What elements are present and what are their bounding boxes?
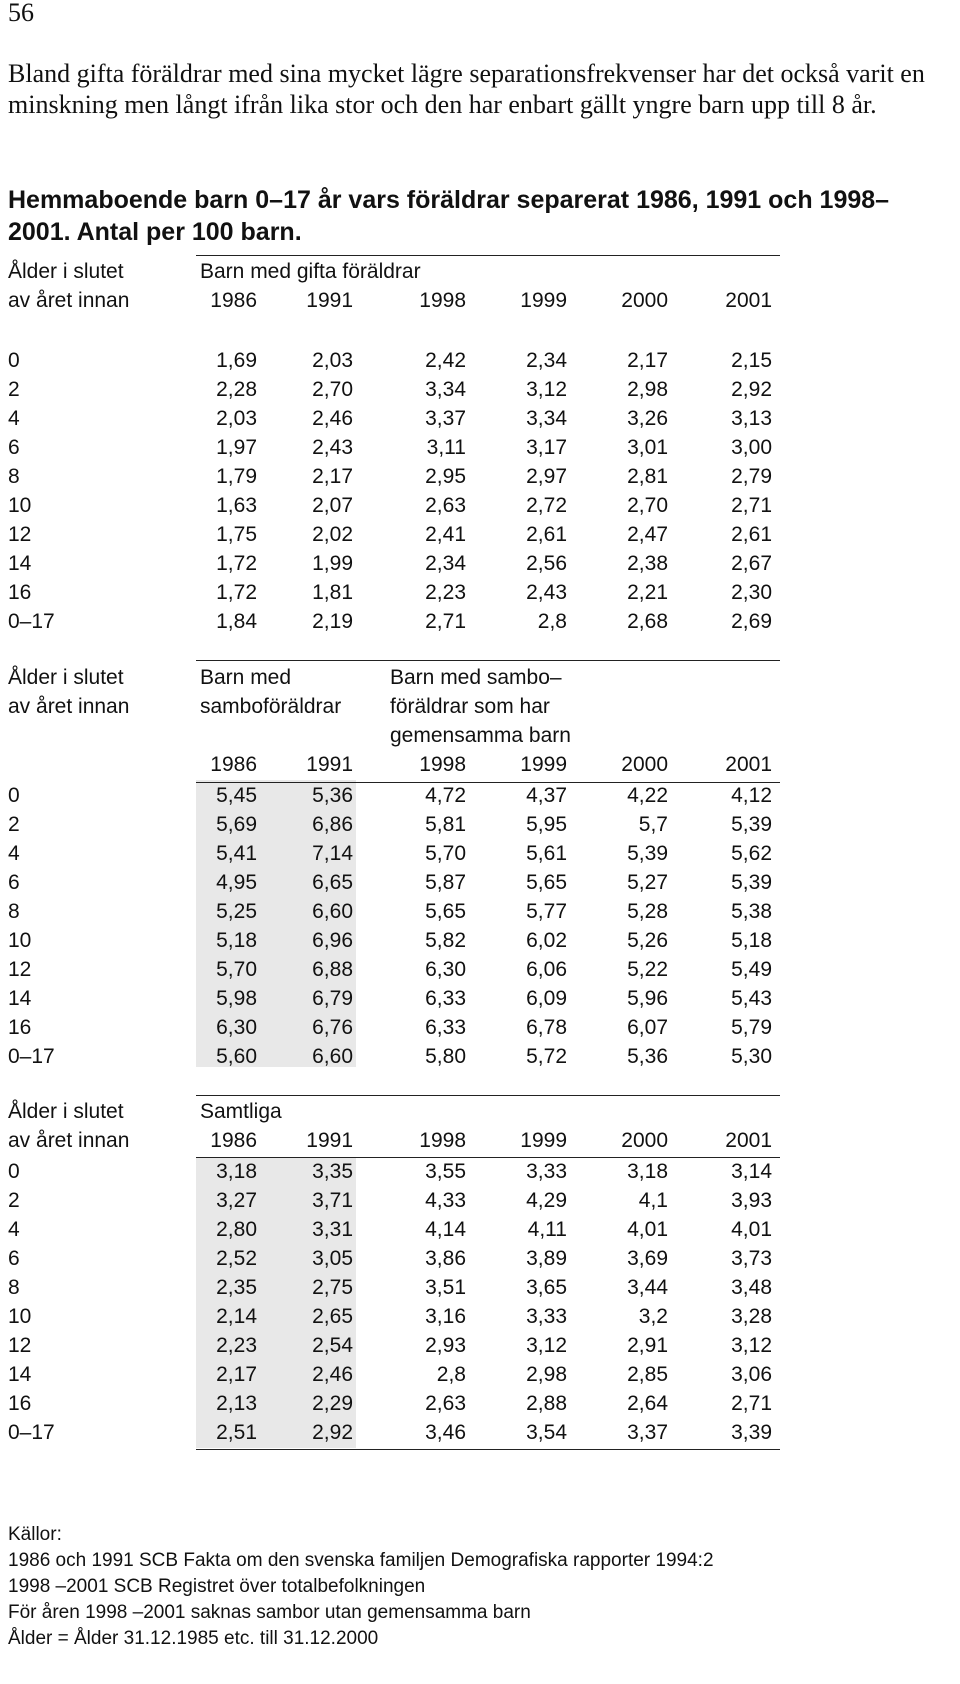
row-age: 8 [8, 465, 20, 488]
table-cell: 5,80 [425, 1045, 466, 1068]
row-age: 6 [8, 871, 20, 894]
row-age: 0 [8, 784, 20, 807]
table-cell: 3,65 [526, 1276, 567, 1299]
table-cell: 4,12 [731, 784, 772, 807]
table-cell: 1,75 [216, 523, 257, 546]
year-header: 1991 [306, 289, 353, 312]
table-cell: 5,26 [627, 929, 668, 952]
table-cell: 1,69 [216, 349, 257, 372]
table-cell: 2,61 [731, 523, 772, 546]
table-cell: 3,01 [627, 436, 668, 459]
table-cell: 4,33 [425, 1189, 466, 1212]
table-cell: 4,29 [526, 1189, 567, 1212]
table-cell: 4,72 [425, 784, 466, 807]
table-cell: 2,46 [312, 407, 353, 430]
row-age: 4 [8, 407, 20, 430]
age-label-line1: Ålder i slutet [8, 1100, 124, 1123]
table-cell: 5,28 [627, 900, 668, 923]
age-label-line2: av året innan [8, 695, 130, 718]
table-cell: 3,33 [526, 1305, 567, 1328]
table-cell: 4,11 [527, 1218, 567, 1241]
table-cell: 2,67 [731, 552, 772, 575]
table-cell: 3,44 [627, 1276, 668, 1299]
table-cell: 3,12 [731, 1334, 772, 1357]
table-cell: 2,98 [526, 1363, 567, 1386]
table-cell: 2,61 [526, 523, 567, 546]
table-cell: 5,30 [731, 1045, 772, 1068]
row-age: 12 [8, 958, 32, 981]
table-cell: 2,15 [731, 349, 772, 372]
row-age: 10 [8, 494, 32, 517]
table-cell: 5,77 [526, 900, 567, 923]
table-cell: 5,87 [425, 871, 466, 894]
table-cell: 6,78 [526, 1016, 567, 1039]
table-cell: 2,92 [731, 378, 772, 401]
table-cell: 3,12 [526, 378, 567, 401]
table-cell: 2,23 [425, 581, 466, 604]
table-bottom-rule [196, 1449, 780, 1450]
table-rule [196, 1095, 780, 1096]
table-cell: 3,51 [425, 1276, 466, 1299]
table-cell: 3,34 [526, 407, 567, 430]
year-header: 1986 [210, 289, 257, 312]
table-cell: 5,49 [731, 958, 772, 981]
row-age: 2 [8, 1189, 20, 1212]
table-heading: Hemmaboende barn 0–17 år vars föräldrar separerat 1986, 1991 och 1998–2001. Antal per 100 barn. [8, 186, 890, 246]
table-cell: 5,70 [216, 958, 257, 981]
year-header: 2001 [725, 1129, 772, 1152]
table-cell: 3,93 [731, 1189, 772, 1212]
table-cell: 2,8 [537, 610, 567, 633]
table-cell: 5,65 [425, 900, 466, 923]
table-cell: 6,79 [312, 987, 353, 1010]
table-cell: 5,82 [425, 929, 466, 952]
age-label-line2: av året innan [8, 1129, 130, 1152]
group-label-a-line1: Barn med [200, 666, 292, 689]
table-cell: 5,96 [627, 987, 668, 1010]
row-age: 12 [8, 1334, 32, 1357]
table-cell: 2,63 [425, 494, 466, 517]
group-label-a-line2: samboföräldrar [200, 695, 342, 718]
table-cell: 7,14 [312, 842, 353, 865]
row-age: 4 [8, 1218, 20, 1241]
table-cell: 2,19 [312, 610, 353, 633]
table-cell: 4,1 [638, 1189, 668, 1212]
row-age: 16 [8, 1392, 32, 1415]
table-cell: 3,39 [731, 1421, 772, 1444]
table-cell: 5,61 [526, 842, 567, 865]
row-age: 16 [8, 1016, 32, 1039]
table-cell: 3,86 [425, 1247, 466, 1270]
year-header: 2000 [621, 1129, 668, 1152]
table-cell: 5,27 [627, 871, 668, 894]
year-header: 1999 [520, 753, 567, 776]
age-label-line2: av året innan [8, 289, 130, 312]
table-cell: 2,85 [627, 1363, 668, 1386]
source-line: 1986 och 1991 SCB Fakta om den svenska familjen Demografiska rapporter 1994:2 [8, 1550, 714, 1571]
row-age: 0 [8, 349, 20, 372]
year-header: 2001 [725, 289, 772, 312]
table-cell: 3,46 [425, 1421, 466, 1444]
table-cell: 2,75 [312, 1276, 353, 1299]
table-cell: 1,84 [216, 610, 257, 633]
table-cell: 3,11 [426, 436, 466, 459]
table-cell: 3,35 [312, 1160, 353, 1183]
table-cell: 1,81 [312, 581, 353, 604]
table-cell: 3,17 [526, 436, 567, 459]
table-cell: 3,71 [312, 1189, 353, 1212]
table-cell: 4,14 [425, 1218, 466, 1241]
table-cell: 1,97 [216, 436, 257, 459]
year-header: 1998 [419, 289, 466, 312]
table-cell: 5,36 [312, 784, 353, 807]
table-cell: 6,30 [216, 1016, 257, 1039]
year-header: 1991 [306, 753, 353, 776]
table-cell: 3,05 [312, 1247, 353, 1270]
table-cell: 6,02 [526, 929, 567, 952]
table-cell: 2,43 [526, 581, 567, 604]
table-cell: 3,2 [638, 1305, 668, 1328]
table-cell: 4,01 [627, 1218, 668, 1241]
table-cell: 2,42 [425, 349, 466, 372]
table-cell: 6,30 [425, 958, 466, 981]
table-cell: 2,38 [627, 552, 668, 575]
table-cell: 2,91 [627, 1334, 668, 1357]
table-rule [196, 660, 780, 661]
table-cell: 2,41 [425, 523, 466, 546]
row-age: 2 [8, 813, 20, 836]
year-header: 1999 [520, 289, 567, 312]
row-age: 0 [8, 1160, 20, 1183]
age-label-line1: Ålder i slutet [8, 260, 124, 283]
table-cell: 5,39 [627, 842, 668, 865]
table-cell: 2,28 [216, 378, 257, 401]
table-cell: 6,07 [627, 1016, 668, 1039]
row-age: 8 [8, 1276, 20, 1299]
table-cell: 2,47 [627, 523, 668, 546]
table-cell: 2,92 [312, 1421, 353, 1444]
table-cell: 3,26 [627, 407, 668, 430]
table-cell: 6,86 [312, 813, 353, 836]
row-age: 2 [8, 378, 20, 401]
group-label-b-line2: föräldrar som har [390, 695, 550, 718]
intro-paragraph: Bland gifta föräldrar med sina mycket lägre separationsfrekvenser har det också varit en minskning men långt ifrån lika stor och den har enbart gällt yngre barn upp till 8 år. [8, 59, 925, 119]
row-age: 4 [8, 842, 20, 865]
table-cell: 2,46 [312, 1363, 353, 1386]
table-cell: 6,33 [425, 987, 466, 1010]
row-age: 14 [8, 987, 32, 1010]
table-cell: 4,01 [731, 1218, 772, 1241]
year-header: 2000 [621, 753, 668, 776]
table-cell: 5,39 [731, 871, 772, 894]
table-cell: 2,52 [216, 1247, 257, 1270]
table-cell: 1,72 [216, 581, 257, 604]
table-cell: 2,21 [627, 581, 668, 604]
table-cell: 5,41 [216, 842, 257, 865]
year-header: 1999 [520, 1129, 567, 1152]
table-cell: 2,70 [627, 494, 668, 517]
table-cell: 2,34 [425, 552, 466, 575]
row-age: 14 [8, 1363, 32, 1386]
table-cell: 6,06 [526, 958, 567, 981]
table-cell: 6,65 [312, 871, 353, 894]
table-cell: 2,51 [216, 1421, 257, 1444]
table-cell: 3,12 [526, 1334, 567, 1357]
sources-label: Källor: [8, 1524, 62, 1545]
table-cell: 2,65 [312, 1305, 353, 1328]
table-cell: 2,34 [526, 349, 567, 372]
table-cell: 3,16 [425, 1305, 466, 1328]
group-label: Barn med gifta föräldrar [200, 260, 421, 283]
table-cell: 2,03 [312, 349, 353, 372]
table-cell: 2,71 [731, 1392, 772, 1415]
table-cell: 3,89 [526, 1247, 567, 1270]
table-cell: 2,29 [312, 1392, 353, 1415]
table-rule [196, 255, 780, 256]
table-cell: 2,17 [627, 349, 668, 372]
table-cell: 5,45 [216, 784, 257, 807]
table-cell: 3,28 [731, 1305, 772, 1328]
year-header: 2000 [621, 289, 668, 312]
sources-block [8, 1522, 948, 1652]
table-cell: 6,96 [312, 929, 353, 952]
table-cell: 2,23 [216, 1334, 257, 1357]
table-cell: 6,60 [312, 1045, 353, 1068]
source-line: Ålder = Ålder 31.12.1985 etc. till 31.12.2000 [8, 1628, 379, 1649]
table-cell: 3,37 [627, 1421, 668, 1444]
table-cell: 6,33 [425, 1016, 466, 1039]
table-cell: 5,18 [216, 929, 257, 952]
table-cell: 2,56 [526, 552, 567, 575]
table-cell: 5,60 [216, 1045, 257, 1068]
table-cell: 3,27 [216, 1189, 257, 1212]
source-line: 1998 –2001 SCB Registret över totalbefolkningen [8, 1576, 426, 1597]
row-age: 0–17 [8, 1421, 55, 1444]
table-cell: 2,93 [425, 1334, 466, 1357]
table-cell: 5,22 [627, 958, 668, 981]
group-label: Samtliga [200, 1100, 282, 1123]
year-header: 1986 [210, 753, 257, 776]
table-cell: 2,68 [627, 610, 668, 633]
table-cell: 2,17 [216, 1363, 257, 1386]
table-cell: 2,30 [731, 581, 772, 604]
table-cell: 2,63 [425, 1392, 466, 1415]
table-cell: 3,13 [731, 407, 772, 430]
table-cell: 3,69 [627, 1247, 668, 1270]
year-header: 2001 [725, 753, 772, 776]
row-age: 12 [8, 523, 32, 546]
table-cell: 5,98 [216, 987, 257, 1010]
page-number: 56 [8, 0, 34, 27]
table-cell: 2,54 [312, 1334, 353, 1357]
table-cell: 5,36 [627, 1045, 668, 1068]
table-cell: 3,06 [731, 1363, 772, 1386]
table-cell: 2,79 [731, 465, 772, 488]
table-cell: 5,38 [731, 900, 772, 923]
row-age: 6 [8, 1247, 20, 1270]
table-cell: 6,60 [312, 900, 353, 923]
table-cell: 3,54 [526, 1421, 567, 1444]
table-cell: 1,63 [216, 494, 257, 517]
header-rule [196, 782, 780, 783]
year-header: 1986 [210, 1129, 257, 1152]
table-cell: 5,70 [425, 842, 466, 865]
table-cell: 5,18 [731, 929, 772, 952]
table-cell: 2,97 [526, 465, 567, 488]
table-cell: 2,71 [731, 494, 772, 517]
table-cell: 3,18 [216, 1160, 257, 1183]
header-rule [196, 1157, 780, 1158]
table-cell: 3,34 [425, 378, 466, 401]
table-cell: 3,18 [627, 1160, 668, 1183]
table-cell: 4,22 [627, 784, 668, 807]
table-cell: 5,79 [731, 1016, 772, 1039]
table-cell: 5,43 [731, 987, 772, 1010]
row-age: 0–17 [8, 610, 55, 633]
table-cell: 2,98 [627, 378, 668, 401]
table-cell: 5,7 [638, 813, 668, 836]
table-cell: 1,72 [216, 552, 257, 575]
table-cell: 4,37 [526, 784, 567, 807]
age-label-line1: Ålder i slutet [8, 666, 124, 689]
row-age: 6 [8, 436, 20, 459]
table-cell: 2,81 [627, 465, 668, 488]
table-cell: 2,72 [526, 494, 567, 517]
table-cell: 5,39 [731, 813, 772, 836]
table-cell: 2,14 [216, 1305, 257, 1328]
table-cell: 2,02 [312, 523, 353, 546]
table-cell: 5,25 [216, 900, 257, 923]
table-cell: 2,95 [425, 465, 466, 488]
table-cell: 2,17 [312, 465, 353, 488]
year-header: 1991 [306, 1129, 353, 1152]
row-age: 16 [8, 581, 32, 604]
table-cell: 3,31 [312, 1218, 353, 1241]
table-cell: 2,35 [216, 1276, 257, 1299]
table-cell: 6,09 [526, 987, 567, 1010]
table-cell: 6,88 [312, 958, 353, 981]
table-cell: 3,33 [526, 1160, 567, 1183]
group-label-b-line3: gemensamma barn [390, 724, 571, 747]
table-cell: 5,62 [731, 842, 772, 865]
table-cell: 2,80 [216, 1218, 257, 1241]
table-cell: 5,69 [216, 813, 257, 836]
table-cell: 3,14 [731, 1160, 772, 1183]
table-cell: 3,55 [425, 1160, 466, 1183]
table-cell: 5,72 [526, 1045, 567, 1068]
row-age: 8 [8, 900, 20, 923]
table-cell: 2,71 [425, 610, 466, 633]
table-cell: 3,48 [731, 1276, 772, 1299]
table-cell: 1,79 [216, 465, 257, 488]
table-cell: 1,99 [312, 552, 353, 575]
year-header: 1998 [419, 1129, 466, 1152]
row-age: 0–17 [8, 1045, 55, 1068]
table-cell: 3,73 [731, 1247, 772, 1270]
table-cell: 4,95 [216, 871, 257, 894]
table-cell: 5,95 [526, 813, 567, 836]
table-cell: 2,69 [731, 610, 772, 633]
table-cell: 2,03 [216, 407, 257, 430]
row-age: 14 [8, 552, 32, 575]
table-cell: 5,65 [526, 871, 567, 894]
year-header: 1998 [419, 753, 466, 776]
table-cell: 3,37 [425, 407, 466, 430]
table-cell: 5,81 [425, 813, 466, 836]
table-cell: 6,76 [312, 1016, 353, 1039]
table-cell: 2,64 [627, 1392, 668, 1415]
row-age: 10 [8, 1305, 32, 1328]
table-cell: 2,88 [526, 1392, 567, 1415]
group-label-b-line1: Barn med sambo– [390, 666, 562, 689]
table-cell: 2,13 [216, 1392, 257, 1415]
table-cell: 2,07 [312, 494, 353, 517]
table-cell: 2,8 [436, 1363, 466, 1386]
source-line: För åren 1998 –2001 saknas sambor utan gemensamma barn [8, 1602, 531, 1623]
row-age: 10 [8, 929, 32, 952]
table-cell: 2,70 [312, 378, 353, 401]
table-cell: 2,43 [312, 436, 353, 459]
table-cell: 3,00 [731, 436, 772, 459]
